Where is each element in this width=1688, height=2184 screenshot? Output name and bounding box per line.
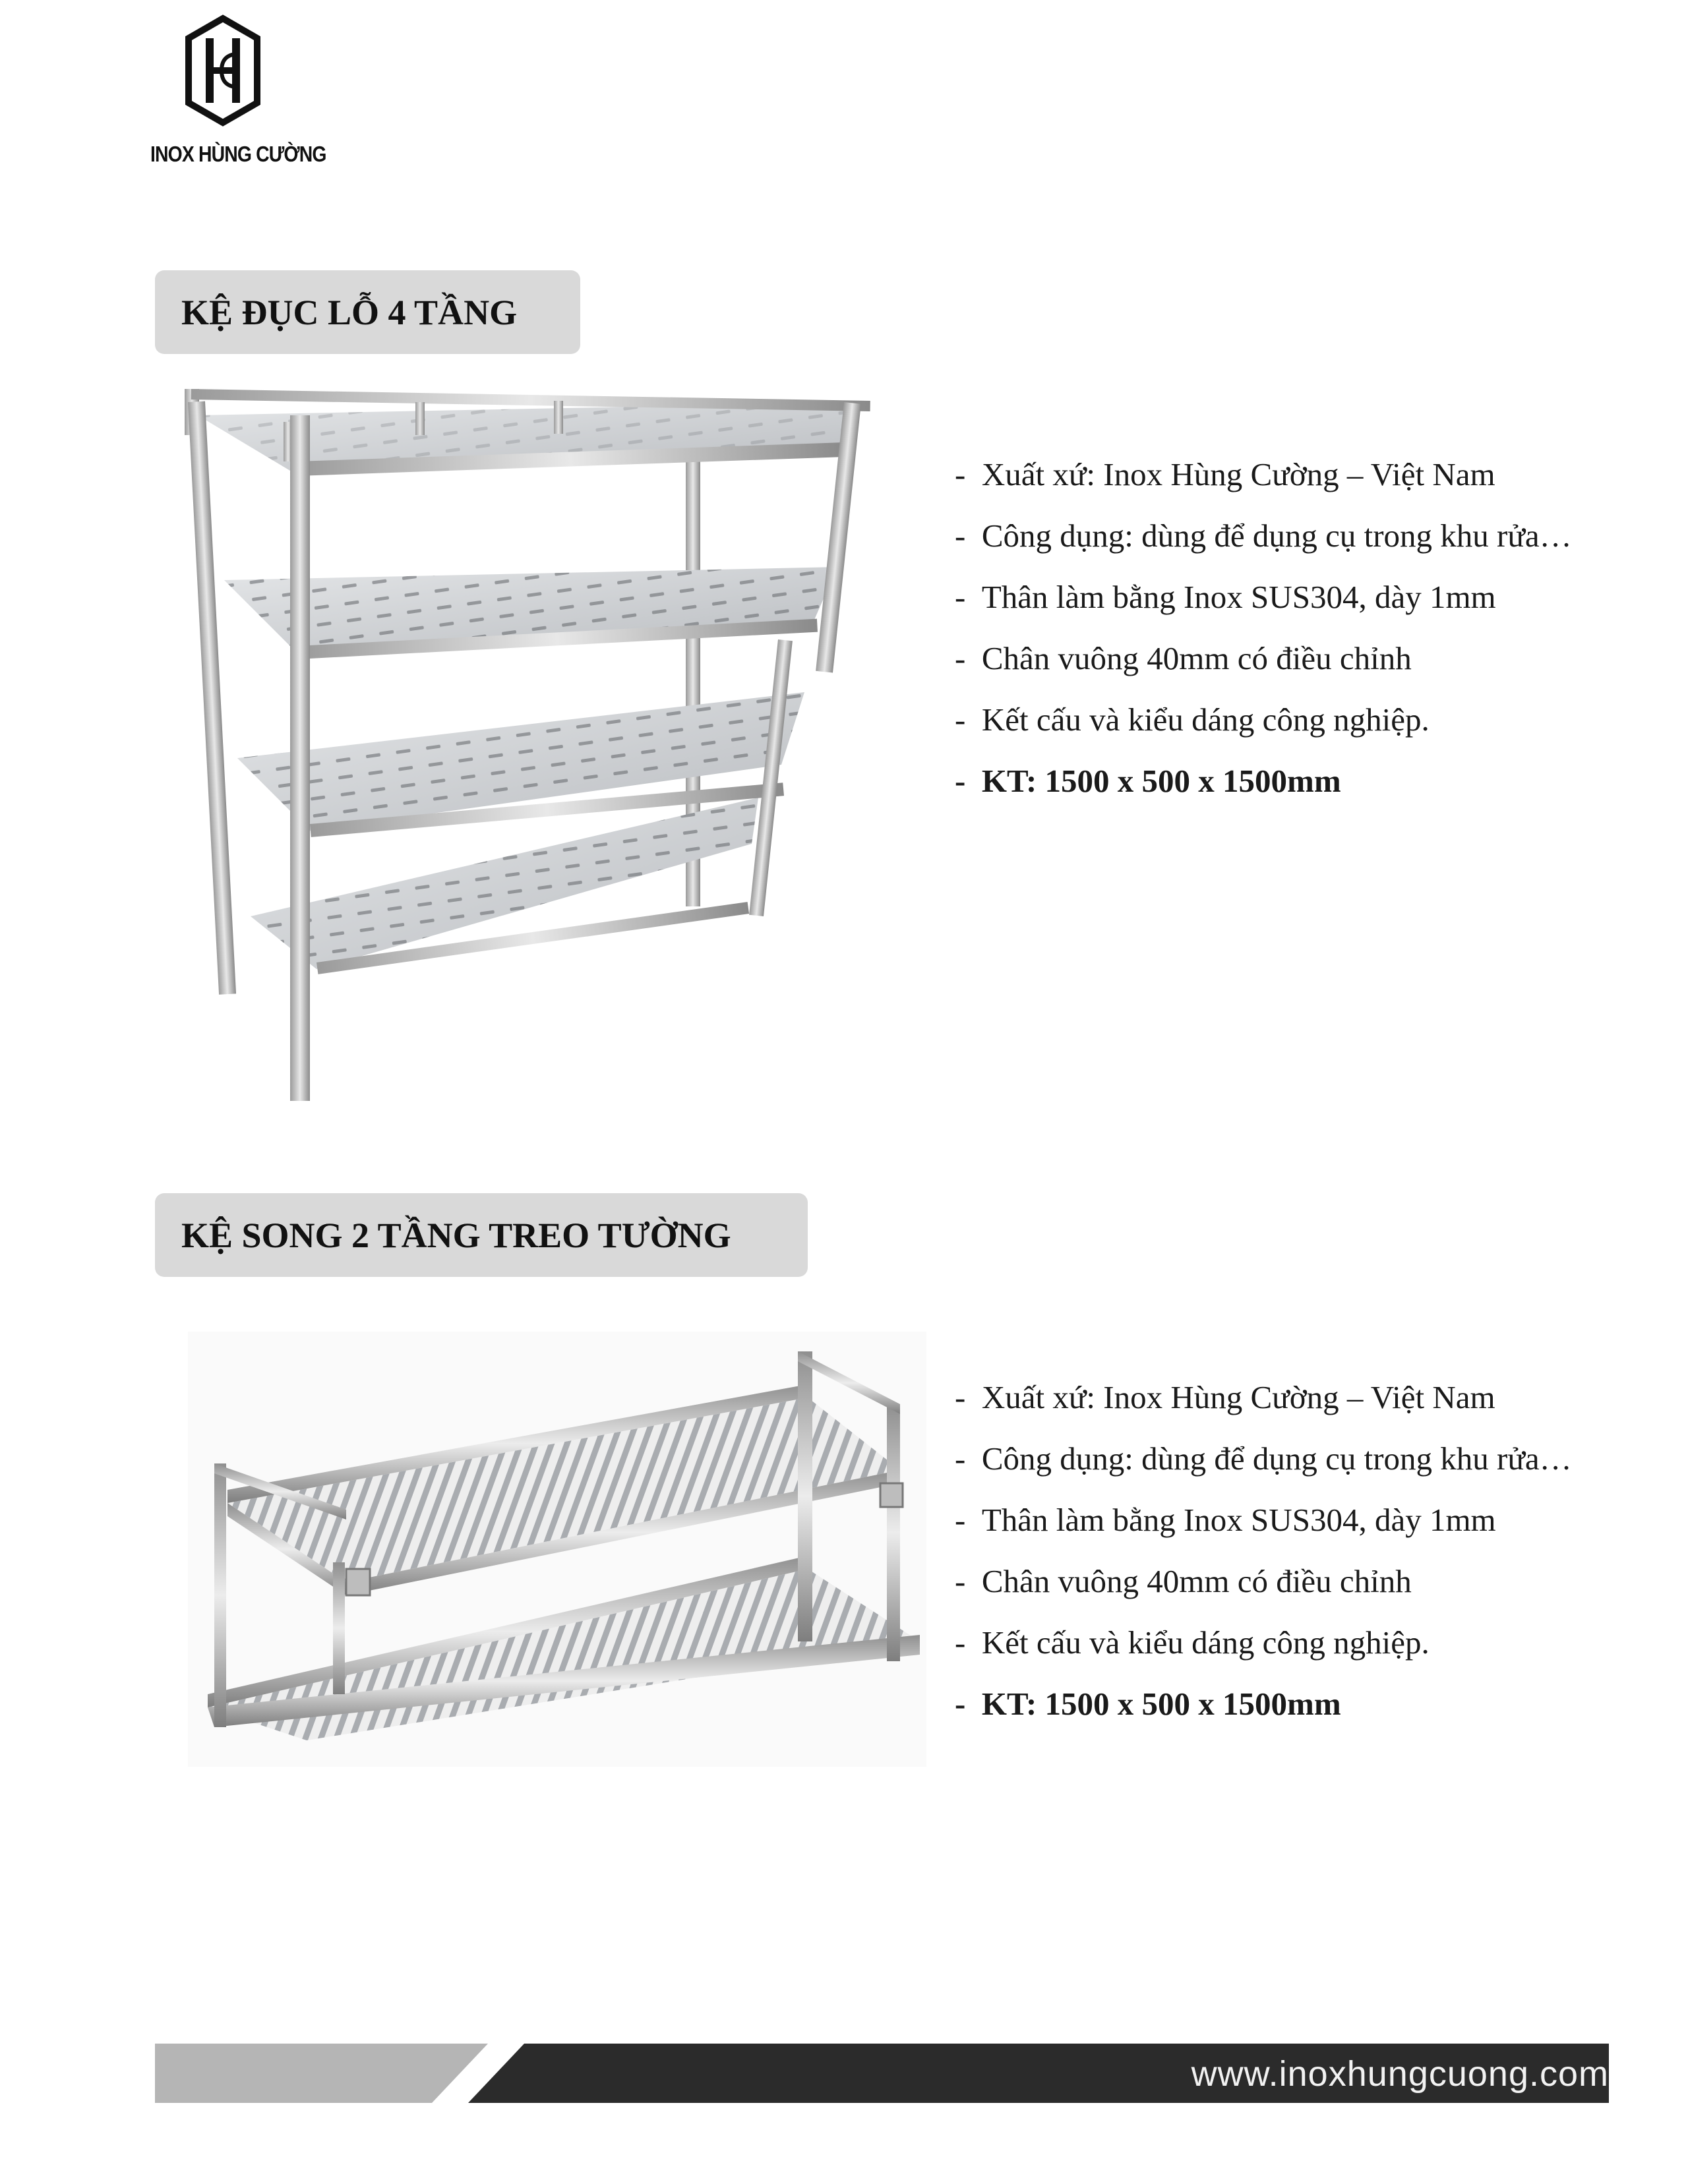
- wall-mounted-2-tier-shelf-photo: [188, 1332, 926, 1767]
- hc-monogram-icon: [183, 15, 262, 127]
- product-specs-list: [955, 1367, 1572, 1734]
- spec-usage: - Công dụng: dùng để dụng cụ trong khu rửa…: [955, 505, 1572, 566]
- product-specs-list: [955, 444, 1572, 812]
- spec-origin: - Xuất xứ: Inox Hùng Cường – Việt Nam: [955, 444, 1572, 505]
- spec-usage: - Công dụng: dùng để dụng cụ trong khu rửa…: [955, 1428, 1572, 1489]
- spec-structure: - Kết cấu và kiểu dáng công nghiệp.: [955, 689, 1572, 750]
- product-title: KỆ ĐỤC LỖ 4 TẦNG: [181, 292, 518, 332]
- spec-structure: - Kết cấu và kiểu dáng công nghiệp.: [955, 1612, 1572, 1673]
- spec-origin: - Xuất xứ: Inox Hùng Cường – Việt Nam: [955, 1367, 1572, 1428]
- brand-logo: [150, 15, 326, 166]
- spec-material: - Thân làm bằng Inox SUS304, dày 1mm: [955, 566, 1572, 628]
- perforated-4-tier-shelf-photo: [185, 376, 884, 1107]
- spec-legs: - Chân vuông 40mm có điều chỉnh: [955, 1550, 1572, 1612]
- spec-material: - Thân làm bằng Inox SUS304, dày 1mm: [955, 1489, 1572, 1550]
- footer-website-link[interactable]: www.inoxhungcuong.com: [1191, 2054, 1609, 2094]
- spec-dimensions: - KT: 1500 x 500 x 1500mm: [955, 1673, 1572, 1734]
- spec-dimensions: - KT: 1500 x 500 x 1500mm: [955, 750, 1572, 812]
- product-title-tab: [155, 1193, 808, 1277]
- spec-legs: - Chân vuông 40mm có điều chỉnh: [955, 628, 1572, 689]
- product-title: KỆ SONG 2 TẦNG TREO TƯỜNG: [181, 1215, 731, 1255]
- logo-text: INOX HÙNG CƯỜNG: [150, 142, 326, 166]
- product-title-tab: [155, 270, 580, 354]
